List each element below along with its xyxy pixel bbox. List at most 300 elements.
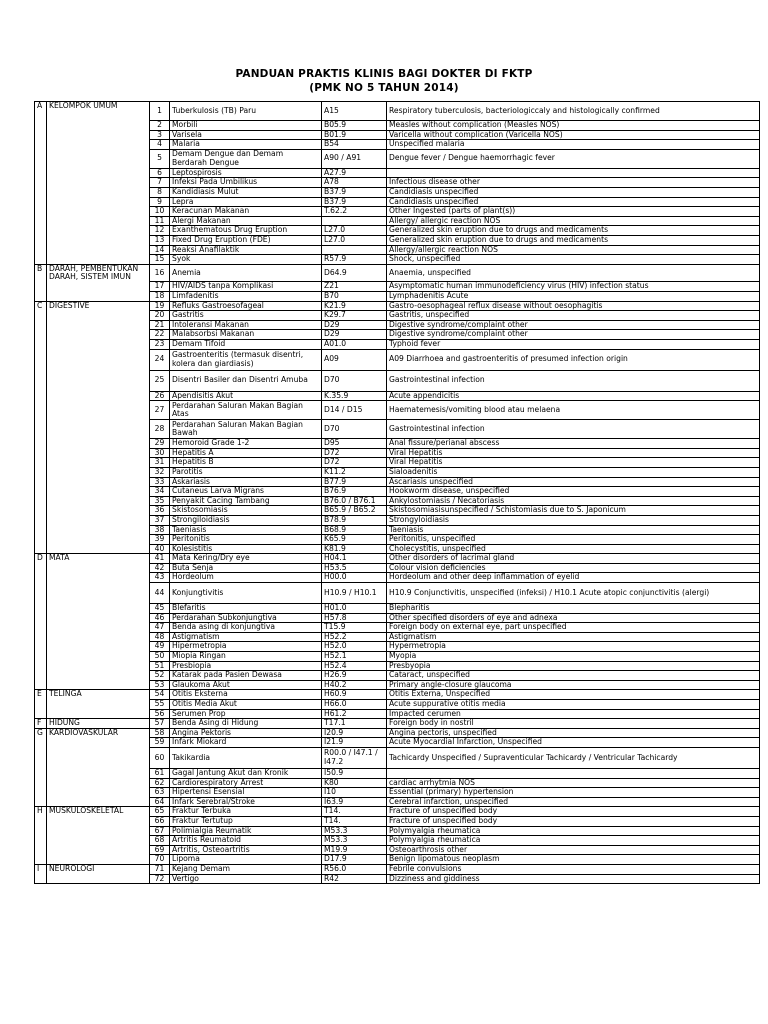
disease-name: Otitis Eksterna — [170, 690, 322, 700]
row-number: 6 — [150, 168, 170, 178]
section-letter — [35, 178, 47, 188]
table-row — [35, 245, 760, 255]
table-row — [35, 709, 760, 719]
table-row — [35, 149, 760, 168]
section-group — [47, 738, 150, 748]
icd-code: B78.9 — [322, 515, 387, 525]
table-row — [35, 864, 760, 874]
table-row — [35, 535, 760, 545]
table-row — [35, 487, 760, 497]
row-number: 27 — [150, 401, 170, 420]
icd-code: H60.9 — [322, 690, 387, 700]
section-letter — [35, 391, 47, 401]
icd-description: Acute suppurative otitis media — [387, 700, 760, 710]
icd-code: A78 — [322, 178, 387, 188]
icd-code: R57.9 — [322, 255, 387, 265]
row-number: 38 — [150, 525, 170, 535]
table-row — [35, 207, 760, 217]
section-letter — [35, 874, 47, 884]
icd-code — [322, 216, 387, 226]
section-group — [47, 826, 150, 836]
table-row — [35, 370, 760, 391]
icd-code: I50.9 — [322, 768, 387, 778]
section-letter — [35, 401, 47, 420]
icd-description: Lymphadenitis Acute — [387, 292, 760, 302]
section-group — [47, 604, 150, 614]
icd-description: Polymyalgia rheumatica — [387, 826, 760, 836]
disease-name: Demam Tifoid — [170, 339, 322, 349]
icd-description: A09 Diarrhoea and gastroenteritis of presumed infection origin — [387, 349, 760, 370]
section-letter — [35, 226, 47, 236]
section-letter — [35, 797, 47, 807]
section-group — [47, 458, 150, 468]
disease-name: Perdarahan Subkonjungtiva — [170, 613, 322, 623]
row-number: 23 — [150, 339, 170, 349]
section-group — [47, 788, 150, 798]
icd-description: Measles without complication (Measles NOS) — [387, 121, 760, 131]
row-number: 16 — [150, 264, 170, 282]
icd-code: B37.9 — [322, 197, 387, 207]
disease-name: Malaria — [170, 140, 322, 150]
disease-name: Intoleransi Makanan — [170, 320, 322, 330]
icd-code: R56.0 — [322, 864, 387, 874]
disease-name: Limfadenitis — [170, 292, 322, 302]
icd-code: I20.9 — [322, 728, 387, 738]
icd-code: H52.0 — [322, 642, 387, 652]
icd-code: R42 — [322, 874, 387, 884]
section-letter — [35, 282, 47, 292]
icd-description: Impacted cerumen — [387, 709, 760, 719]
disease-name: Exanthematous Drug Eruption — [170, 226, 322, 236]
icd-description: Ankylostomiasis / Necatoriasis — [387, 496, 760, 506]
table-row — [35, 515, 760, 525]
table-row — [35, 401, 760, 420]
icd-description: Allergy/allergic reaction NOS — [387, 245, 760, 255]
section-letter — [35, 255, 47, 265]
section-group — [47, 778, 150, 788]
section-group — [47, 623, 150, 633]
section-letter — [35, 477, 47, 487]
row-number: 70 — [150, 855, 170, 865]
icd-code: H01.0 — [322, 604, 387, 614]
table-row — [35, 544, 760, 554]
table-row — [35, 778, 760, 788]
section-letter — [35, 768, 47, 778]
icd-description: Taeniasis — [387, 525, 760, 535]
row-number: 65 — [150, 807, 170, 817]
section-letter — [35, 197, 47, 207]
disease-name: Malabsorbsi Makanan — [170, 330, 322, 340]
icd-description: Viral Hepatitis — [387, 448, 760, 458]
section-letter — [35, 216, 47, 226]
section-group — [47, 477, 150, 487]
icd-code: H26.9 — [322, 671, 387, 681]
section-group: NEUROLOGI — [47, 864, 150, 874]
icd-description: Essential (primary) hypertension — [387, 788, 760, 798]
table-row — [35, 788, 760, 798]
row-number: 60 — [150, 747, 170, 768]
table-row — [35, 661, 760, 671]
row-number: 1 — [150, 102, 170, 121]
disease-name: Artritis, Osteoartritis — [170, 845, 322, 855]
table-row — [35, 747, 760, 768]
disease-name: Penyakit Cacing Tambang — [170, 496, 322, 506]
table-row — [35, 255, 760, 265]
icd-description: Digestive syndrome/complaint other — [387, 320, 760, 330]
table-row — [35, 121, 760, 131]
icd-description: Otitis Externa, Unspecified — [387, 690, 760, 700]
icd-code: D64.9 — [322, 264, 387, 282]
icd-description: Anaemia, unspecified — [387, 264, 760, 282]
disease-name: Skistosomiasis — [170, 506, 322, 516]
icd-description: Tachicardy Unspecified / Supraventicular Tachicardy / Ventricular Tachicardy — [387, 747, 760, 768]
row-number: 7 — [150, 178, 170, 188]
row-number: 5 — [150, 149, 170, 168]
icd-code: B65.9 / B65.2 — [322, 506, 387, 516]
section-group — [47, 671, 150, 681]
disease-name: Vertigo — [170, 874, 322, 884]
section-letter — [35, 245, 47, 255]
table-row — [35, 826, 760, 836]
disease-name: Blefaritis — [170, 604, 322, 614]
icd-description: Gastrointestinal infection — [387, 370, 760, 391]
section-group: TELINGA — [47, 690, 150, 700]
section-group — [47, 544, 150, 554]
icd-description: Ascariasis unspecified — [387, 477, 760, 487]
table-row — [35, 339, 760, 349]
icd-code: B05.9 — [322, 121, 387, 131]
row-number: 50 — [150, 652, 170, 662]
icd-code: K65.9 — [322, 535, 387, 545]
section-group — [47, 709, 150, 719]
disease-name: Refluks Gastroesofageal — [170, 301, 322, 311]
icd-code — [322, 245, 387, 255]
table-row — [35, 448, 760, 458]
table-row — [35, 130, 760, 140]
section-group — [47, 525, 150, 535]
row-number: 71 — [150, 864, 170, 874]
icd-description: Gastritis, unspecified — [387, 311, 760, 321]
disease-name: Benda asing di konjungtiva — [170, 623, 322, 633]
row-number: 32 — [150, 467, 170, 477]
row-number: 10 — [150, 207, 170, 217]
section-letter — [35, 583, 47, 604]
row-number: 17 — [150, 282, 170, 292]
icd-description: Shock, unspecified — [387, 255, 760, 265]
section-letter — [35, 680, 47, 690]
table-row — [35, 458, 760, 468]
section-letter — [35, 855, 47, 865]
section-letter — [35, 738, 47, 748]
document-subtitle: (PMK NO 5 TAHUN 2014) — [309, 82, 459, 94]
section-letter — [35, 320, 47, 330]
icd-description: Other disorders of lacrimal gland — [387, 554, 760, 564]
section-group — [47, 349, 150, 370]
disease-name: Fraktur Tertutup — [170, 816, 322, 826]
icd-description: Other Ingested (parts of plant(s)) — [387, 207, 760, 217]
table-row — [35, 330, 760, 340]
disease-name: Demam Dengue dan Demam Berdarah Dengue — [170, 149, 322, 168]
icd-description: Infectious disease other — [387, 178, 760, 188]
table-row — [35, 102, 760, 121]
row-number: 47 — [150, 623, 170, 633]
section-letter — [35, 845, 47, 855]
icd-code: L27.0 — [322, 226, 387, 236]
section-group — [47, 642, 150, 652]
section-group: MATA — [47, 554, 150, 564]
icd-code: K81.9 — [322, 544, 387, 554]
icd-description: Dizziness and giddiness — [387, 874, 760, 884]
table-row — [35, 874, 760, 884]
row-number: 22 — [150, 330, 170, 340]
disease-name: Askariasis — [170, 477, 322, 487]
icd-description: Astigmatism — [387, 632, 760, 642]
disease-name: Hepatitis B — [170, 458, 322, 468]
section-group — [47, 700, 150, 710]
section-group — [47, 855, 150, 865]
section-letter — [35, 826, 47, 836]
section-group — [47, 680, 150, 690]
table-row — [35, 642, 760, 652]
section-letter: H — [35, 807, 47, 817]
row-number: 54 — [150, 690, 170, 700]
section-group: DIGESTIVE — [47, 301, 150, 311]
row-number: 57 — [150, 719, 170, 729]
table-row — [35, 613, 760, 623]
icd-code: H52.4 — [322, 661, 387, 671]
disease-name: Anemia — [170, 264, 322, 282]
table-row — [35, 816, 760, 826]
icd-code: B68.9 — [322, 525, 387, 535]
table-body — [35, 102, 760, 884]
section-group — [47, 797, 150, 807]
row-number: 58 — [150, 728, 170, 738]
disease-name: Peritonitis — [170, 535, 322, 545]
section-letter: D — [35, 554, 47, 564]
section-group — [47, 613, 150, 623]
table-row — [35, 320, 760, 330]
disease-name: Presbiopia — [170, 661, 322, 671]
section-letter — [35, 661, 47, 671]
table-row — [35, 632, 760, 642]
disease-name: Infeksi Pada Umbilikus — [170, 178, 322, 188]
disease-name: Gagal Jantung Akut dan Kronik — [170, 768, 322, 778]
row-number: 52 — [150, 671, 170, 681]
icd-description: Anal fissure/perianal abscess — [387, 439, 760, 449]
icd-code: A15 — [322, 102, 387, 121]
row-number: 28 — [150, 420, 170, 439]
table-row — [35, 467, 760, 477]
disease-name: Reaksi Anafilaktik — [170, 245, 322, 255]
section-letter — [35, 535, 47, 545]
disease-name: Gastroenteritis (termasuk disentri, kolera dan giardiasis) — [170, 349, 322, 370]
icd-description: Varicella without complication (Varicella NOS) — [387, 130, 760, 140]
section-group — [47, 563, 150, 573]
disease-name: Artritis Reumatoid — [170, 836, 322, 846]
icd-code: I10 — [322, 788, 387, 798]
icd-code: A90 / A91 — [322, 149, 387, 168]
section-letter — [35, 671, 47, 681]
row-number: 14 — [150, 245, 170, 255]
section-group — [47, 661, 150, 671]
icd-code: H04.1 — [322, 554, 387, 564]
section-letter: A — [35, 102, 47, 121]
section-group: KARDIOVASKULAR — [47, 728, 150, 738]
icd-code: Z21 — [322, 282, 387, 292]
section-group — [47, 292, 150, 302]
disease-name: Taeniasis — [170, 525, 322, 535]
section-letter — [35, 207, 47, 217]
table-row — [35, 604, 760, 614]
row-number: 8 — [150, 187, 170, 197]
icd-code: B77.9 — [322, 477, 387, 487]
icd-description: Acute appendicitis — [387, 391, 760, 401]
table-row — [35, 301, 760, 311]
icd-code: T15.9 — [322, 623, 387, 633]
section-group — [47, 187, 150, 197]
disease-name: Glaukoma Akut — [170, 680, 322, 690]
row-number: 55 — [150, 700, 170, 710]
section-group: DARAH, PEMBENTUKAN DARAH, SISTEM IMUN — [47, 264, 150, 282]
section-group — [47, 168, 150, 178]
icd-code: D72 — [322, 458, 387, 468]
section-letter — [35, 515, 47, 525]
row-number: 64 — [150, 797, 170, 807]
disease-code-table — [34, 101, 760, 884]
disease-name: Polimialgia Reumatik — [170, 826, 322, 836]
table-row — [35, 477, 760, 487]
row-number: 21 — [150, 320, 170, 330]
disease-name: Keracunan Makanan — [170, 207, 322, 217]
table-row — [35, 187, 760, 197]
icd-code: T14. — [322, 816, 387, 826]
section-group — [47, 121, 150, 131]
row-number: 41 — [150, 554, 170, 564]
section-group — [47, 282, 150, 292]
table-row — [35, 349, 760, 370]
icd-code: B76.0 / B76.1 — [322, 496, 387, 506]
section-letter — [35, 506, 47, 516]
icd-code: H66.0 — [322, 700, 387, 710]
section-letter — [35, 292, 47, 302]
disease-name: Buta Senja — [170, 563, 322, 573]
row-number: 12 — [150, 226, 170, 236]
section-letter: C — [35, 301, 47, 311]
table-row — [35, 235, 760, 245]
section-group — [47, 535, 150, 545]
table-row — [35, 623, 760, 633]
icd-description: Candidiasis unspecified — [387, 187, 760, 197]
section-letter — [35, 168, 47, 178]
section-letter: F — [35, 719, 47, 729]
disease-name: Hipermetropia — [170, 642, 322, 652]
section-group — [47, 370, 150, 391]
icd-code: D72 — [322, 448, 387, 458]
row-number: 66 — [150, 816, 170, 826]
section-group — [47, 401, 150, 420]
row-number: 11 — [150, 216, 170, 226]
section-group — [47, 768, 150, 778]
section-letter — [35, 778, 47, 788]
icd-description: Angina pectoris, unspecified — [387, 728, 760, 738]
icd-code: H57.8 — [322, 613, 387, 623]
icd-code: D29 — [322, 320, 387, 330]
table-row — [35, 311, 760, 321]
icd-description: Acute Myocardial Infarction, Unspecified — [387, 738, 760, 748]
icd-description: Unspecified malaria — [387, 140, 760, 150]
icd-code: I63.9 — [322, 797, 387, 807]
icd-code: H61.2 — [322, 709, 387, 719]
disease-name: Infark Miokard — [170, 738, 322, 748]
section-group — [47, 235, 150, 245]
section-group — [47, 130, 150, 140]
section-group — [47, 245, 150, 255]
section-group — [47, 391, 150, 401]
document-title: PANDUAN PRAKTIS KLINIS BAGI DOKTER DI FKTP — [235, 68, 533, 80]
table-row — [35, 391, 760, 401]
section-letter — [35, 836, 47, 846]
icd-code: I21.9 — [322, 738, 387, 748]
icd-code: B37.9 — [322, 187, 387, 197]
section-letter — [35, 573, 47, 583]
section-group — [47, 197, 150, 207]
icd-description — [387, 168, 760, 178]
section-letter — [35, 788, 47, 798]
disease-name: Serumen Prop — [170, 709, 322, 719]
row-number: 13 — [150, 235, 170, 245]
icd-description: Generalized skin eruption due to drugs and medicaments — [387, 226, 760, 236]
icd-description: Presbyopia — [387, 661, 760, 671]
row-number: 46 — [150, 613, 170, 623]
icd-code: D29 — [322, 330, 387, 340]
table-row — [35, 496, 760, 506]
row-number: 31 — [150, 458, 170, 468]
section-group — [47, 140, 150, 150]
icd-code: B01.9 — [322, 130, 387, 140]
table-row — [35, 680, 760, 690]
section-group — [47, 448, 150, 458]
icd-code: H52.1 — [322, 652, 387, 662]
icd-description: Asymptomatic human immunodeficiency virus (HIV) infection status — [387, 282, 760, 292]
icd-description: Strongyloidiasis — [387, 515, 760, 525]
row-number: 40 — [150, 544, 170, 554]
row-number: 67 — [150, 826, 170, 836]
icd-description: Primary angle-closure glaucoma — [387, 680, 760, 690]
disease-name: HIV/AIDS tanpa Komplikasi — [170, 282, 322, 292]
section-group — [47, 874, 150, 884]
section-letter — [35, 467, 47, 477]
disease-name: Benda Asing di Hidung — [170, 719, 322, 729]
section-group — [47, 583, 150, 604]
table-row — [35, 282, 760, 292]
table-row — [35, 690, 760, 700]
section-group — [47, 255, 150, 265]
section-group — [47, 652, 150, 662]
section-letter — [35, 816, 47, 826]
disease-name: Mata Kering/Dry eye — [170, 554, 322, 564]
section-group — [47, 747, 150, 768]
icd-description: Gastrointestinal infection — [387, 420, 760, 439]
section-group — [47, 339, 150, 349]
icd-code: H10.9 / H10.1 — [322, 583, 387, 604]
icd-description: Respiratory tuberculosis, bacteriologiccaly and histologically confirmed — [387, 102, 760, 121]
table-row — [35, 178, 760, 188]
icd-description: Viral Hepatitis — [387, 458, 760, 468]
section-letter — [35, 339, 47, 349]
section-group — [47, 149, 150, 168]
section-group — [47, 816, 150, 826]
section-letter — [35, 330, 47, 340]
